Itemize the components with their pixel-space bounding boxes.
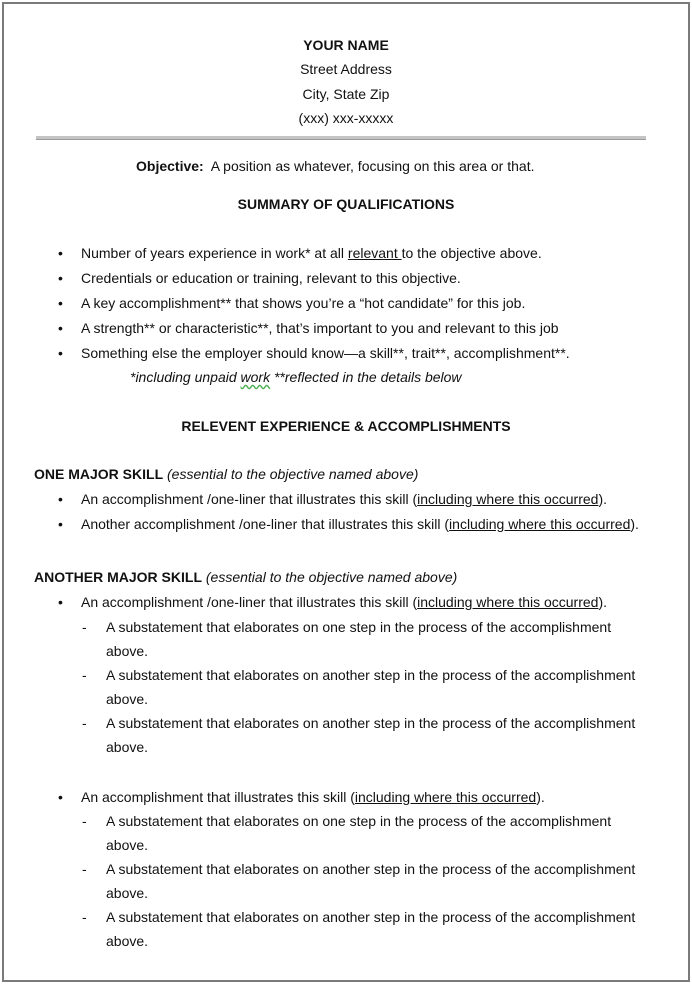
- bullet-glyph: •: [58, 516, 63, 532]
- substatement: A substatement that elaborates on another step in the process of the accomplishment: [106, 715, 636, 731]
- substatement-cont: above.: [106, 837, 149, 853]
- summary-item: Number of years experience in work* at all relevant to the objective above.: [81, 245, 542, 261]
- dash-glyph: -: [82, 813, 87, 829]
- dash-glyph: -: [82, 909, 87, 925]
- bullet-glyph: •: [58, 594, 63, 610]
- dash-glyph: -: [82, 667, 87, 683]
- bullet-glyph: •: [58, 345, 63, 361]
- substatement-cont: above.: [106, 885, 149, 901]
- skill1-heading: ONE MAJOR SKILL (essential to the objective named above): [34, 466, 419, 482]
- bullet-glyph: •: [58, 295, 63, 311]
- objective-text: A position as whatever, focusing on this area or that.: [210, 158, 535, 174]
- summary-item: A key accomplishment** that shows you’re a “hot candidate” for this job.: [81, 295, 526, 311]
- bullet-glyph: •: [58, 789, 63, 805]
- skill2-item: An accomplishment that illustrates this skill (including where this occurred).: [81, 789, 545, 805]
- street-address: Street Address: [300, 61, 392, 77]
- summary-item: Credentials or education or training, relevant to this objective.: [81, 270, 461, 286]
- summary-item: Something else the employer should know—a skill**, trait**, accomplishment**.: [81, 345, 570, 361]
- skill1-item: Another accomplishment /one-liner that illustrates this skill (including where this occurred).: [81, 516, 639, 532]
- city-state-zip: City, State Zip: [302, 86, 390, 102]
- substatement: A substatement that elaborates on another step in the process of the accomplishment: [106, 667, 636, 683]
- substatement: A substatement that elaborates on one step in the process of the accomplishment: [106, 813, 612, 829]
- summary-item: A strength** or characteristic**, that’s important to you and relevant to this job: [81, 320, 559, 336]
- objective-line: [136, 157, 534, 175]
- substatement: A substatement that elaborates on another step in the process of the accomplishment: [106, 909, 636, 925]
- dash-glyph: -: [82, 619, 87, 635]
- substatement-cont: above.: [106, 691, 149, 707]
- skill1-item: An accomplishment /one-liner that illustrates this skill (including where this occurred).: [81, 491, 608, 507]
- skill2-item: An accomplishment /one-liner that illustrates this skill (including where this occurred).: [81, 594, 608, 610]
- bullet-glyph: •: [58, 491, 63, 507]
- bullet-glyph: •: [58, 320, 63, 336]
- substatement: A substatement that elaborates on another step in the process of the accomplishment: [106, 861, 636, 877]
- experience-heading: RELEVENT EXPERIENCE & ACCOMPLISHMENTS: [181, 418, 511, 434]
- phone-number: (xxx) xxx-xxxxx: [298, 110, 394, 126]
- header-divider: [36, 136, 646, 140]
- name-heading: YOUR NAME: [303, 37, 389, 53]
- bullet-glyph: •: [58, 270, 63, 286]
- objective-label: Objective:: [136, 158, 204, 174]
- bullet-glyph: •: [58, 245, 63, 261]
- dash-glyph: -: [82, 861, 87, 877]
- summary-heading: SUMMARY OF QUALIFICATIONS: [237, 196, 455, 212]
- dash-glyph: -: [82, 715, 87, 731]
- skill2-heading: ANOTHER MAJOR SKILL (essential to the objective named above): [34, 569, 458, 585]
- substatement-cont: above.: [106, 643, 149, 659]
- substatement: A substatement that elaborates on one step in the process of the accomplishment: [106, 619, 612, 635]
- substatement-cont: above.: [106, 933, 149, 949]
- summary-footnote: *including unpaid work **reflected in the details below: [130, 369, 462, 385]
- substatement-cont: above.: [106, 739, 149, 755]
